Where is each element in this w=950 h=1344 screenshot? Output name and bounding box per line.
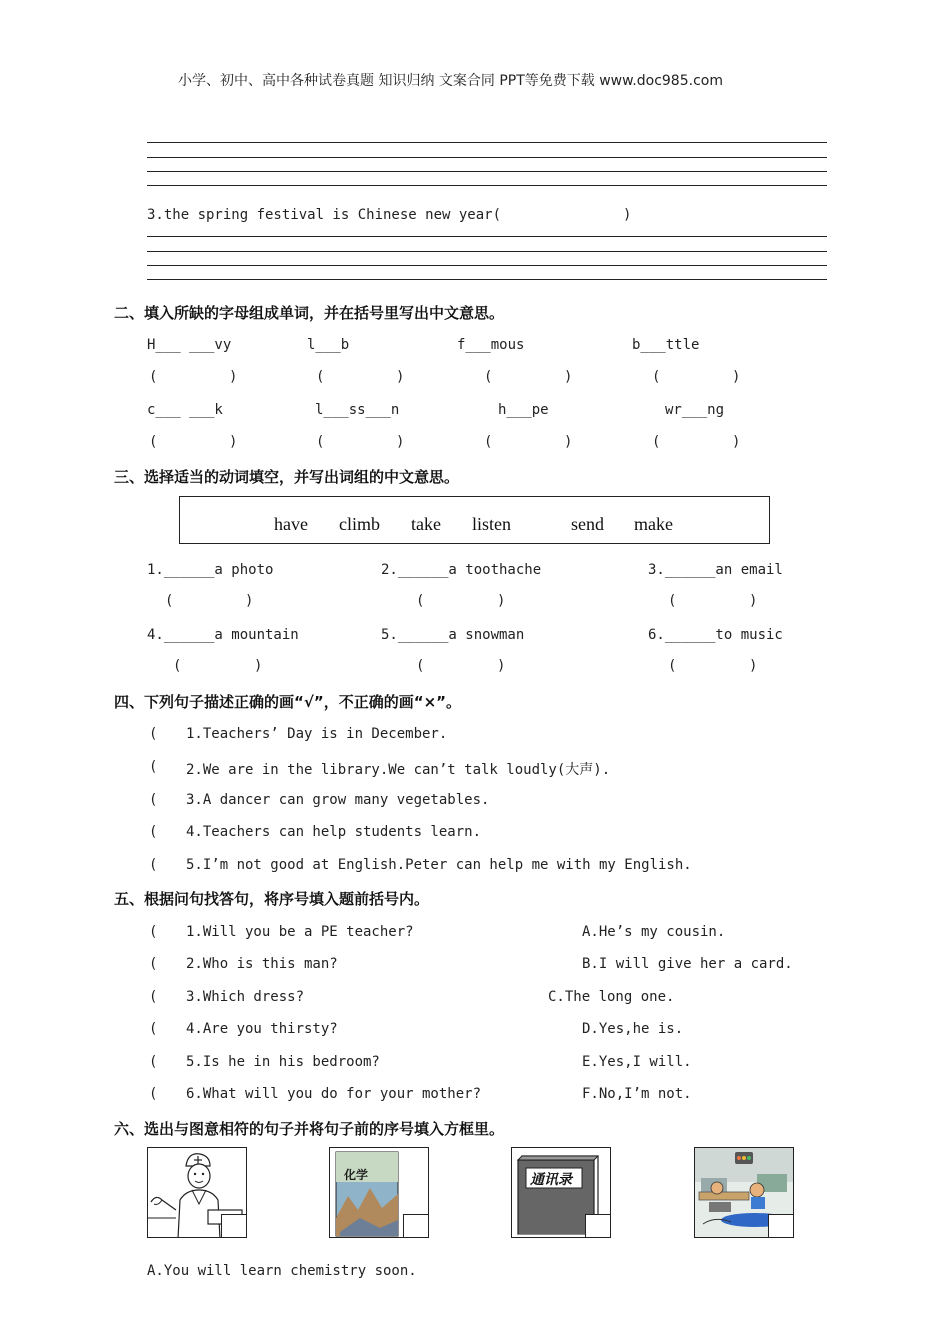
section-2-title: 二、填入所缺的字母组成单词，并在括号里写出中文意思。: [114, 304, 505, 322]
paren-close: ): [732, 369, 741, 385]
word-bank-item: climb: [339, 514, 380, 534]
match-answer: A.He’s my cousin.: [582, 924, 726, 940]
true-false-item: 3.A dancer can grow many vegetables.: [186, 792, 490, 808]
section-3-title: 三、选择适当的动词填空，并写出词组的中文意思。: [114, 468, 460, 486]
paren-close: ): [396, 434, 405, 450]
paren-close: ): [396, 369, 405, 385]
paren-open: (: [484, 434, 493, 450]
paren-close: ): [732, 434, 741, 450]
verb-phrase: 3.______an email: [648, 562, 783, 578]
answer-box[interactable]: [768, 1214, 794, 1238]
section-4-title: 四、下列句子描述正确的画“√”，不正确的画“×”。: [114, 693, 462, 711]
word-blank: h___pe: [498, 402, 549, 418]
answer-paren-open: (: [149, 792, 158, 808]
true-false-item: 2.We are in the library.We can’t talk loudly(大声).: [186, 762, 611, 778]
address-book-title: 通讯录: [530, 1172, 572, 1188]
true-false-item: 5.I’m not good at English.Peter can help me with my English.: [186, 857, 692, 873]
answer-paren-open: (: [149, 726, 158, 742]
answer-paren-open: (: [149, 1054, 158, 1070]
paren-close: ): [497, 658, 506, 674]
section-5-title: 五、根据问句找答句，将序号填入题前括号内。: [114, 890, 430, 908]
match-question: 4.Are you thirsty?: [186, 1021, 338, 1037]
word-blank: wr___ng: [665, 402, 725, 418]
answer-box[interactable]: [221, 1214, 247, 1238]
verb-phrase: 4.______a mountain: [147, 627, 299, 643]
word-blank: c___ ___k: [147, 402, 223, 418]
picture-address-book: [511, 1147, 611, 1238]
word-blank: l___b: [307, 337, 350, 353]
picture-classroom: [694, 1147, 794, 1238]
writing-line: [147, 171, 827, 172]
writing-line: [147, 251, 827, 252]
paren-open: (: [149, 369, 158, 385]
word-blank: b___ttle: [632, 337, 700, 353]
word-blank: H___ ___vy: [147, 337, 232, 353]
word-blank: f___mous: [457, 337, 525, 353]
answer-paren-open: (: [149, 824, 158, 840]
writing-line: [147, 185, 827, 186]
answer-paren-open: (: [149, 989, 158, 1005]
word-bank-item: listen: [472, 514, 511, 534]
paren-open: (: [165, 593, 174, 609]
answer-paren-open: (: [149, 1086, 158, 1102]
paren-close: ): [245, 593, 254, 609]
match-answer: D.Yes,he is.: [582, 1021, 684, 1037]
writing-line: [147, 279, 827, 280]
answer-paren-open: (: [149, 857, 158, 873]
paren-open: (: [316, 434, 325, 450]
verb-phrase: 1.______a photo: [147, 562, 274, 578]
paren-open: (: [652, 434, 661, 450]
verb-phrase: 5.______a snowman: [381, 627, 525, 643]
question-3-text: 3.the spring festival is Chinese new year(: [147, 207, 502, 223]
sentence-a: A.You will learn chemistry soon.: [147, 1263, 417, 1279]
verb-phrase: 2.______a toothache: [381, 562, 542, 578]
paren-close: ): [749, 593, 758, 609]
match-answer: B.I will give her a card.: [582, 956, 793, 972]
answer-paren-open: (: [149, 924, 158, 940]
match-question: 1.Will you be a PE teacher?: [186, 924, 414, 940]
word-blank: l___ss___n: [315, 402, 400, 418]
page-header: 小学、初中、高中各种试卷真题 知识归纳 文案合同 PPT等免费下载 www.doc985.com: [178, 73, 723, 89]
paren-close: ): [254, 658, 263, 674]
paren-open: (: [416, 593, 425, 609]
writing-line: [147, 236, 827, 237]
paren-open: (: [149, 434, 158, 450]
paren-close: ): [564, 434, 573, 450]
match-answer: E.Yes,I will.: [582, 1054, 692, 1070]
paren-close: ): [497, 593, 506, 609]
word-bank-item: take: [411, 514, 441, 534]
paren-open: (: [652, 369, 661, 385]
paren-open: (: [173, 658, 182, 674]
paren-open: (: [316, 369, 325, 385]
picture-doctor: [147, 1147, 247, 1238]
paren-open: (: [416, 658, 425, 674]
paren-open: (: [668, 593, 677, 609]
match-answer: F.No,I’m not.: [582, 1086, 692, 1102]
match-question: 6.What will you do for your mother?: [186, 1086, 482, 1102]
writing-line: [147, 265, 827, 266]
paren-close: ): [229, 369, 238, 385]
paren-open: (: [484, 369, 493, 385]
answer-paren-open: (: [149, 759, 158, 775]
writing-line: [147, 157, 827, 158]
verb-phrase: 6.______to music: [648, 627, 783, 643]
paren-open: (: [668, 658, 677, 674]
paren-close: ): [229, 434, 238, 450]
word-bank-item: send: [571, 514, 604, 534]
picture-chemistry-book: [329, 1147, 429, 1238]
word-bank-item: have: [274, 514, 308, 534]
match-question: 2.Who is this man?: [186, 956, 338, 972]
question-3-paren-close: ): [623, 207, 632, 223]
true-false-item: 1.Teachers’ Day is in December.: [186, 726, 448, 742]
answer-paren-open: (: [149, 956, 158, 972]
writing-line: [147, 142, 827, 143]
answer-box[interactable]: [585, 1214, 611, 1238]
book-title: 化学: [344, 1168, 369, 1182]
paren-close: ): [564, 369, 573, 385]
answer-paren-open: (: [149, 1021, 158, 1037]
section-6-title: 六、选出与图意相符的句子并将句子前的序号填入方框里。: [114, 1120, 505, 1138]
match-answer: C.The long one.: [548, 989, 675, 1005]
match-question: 3.Which dress?: [186, 989, 305, 1005]
word-bank-item: make: [634, 514, 673, 534]
true-false-item: 4.Teachers can help students learn.: [186, 824, 482, 840]
match-question: 5.Is he in his bedroom?: [186, 1054, 380, 1070]
paren-close: ): [749, 658, 758, 674]
answer-box[interactable]: [403, 1214, 429, 1238]
